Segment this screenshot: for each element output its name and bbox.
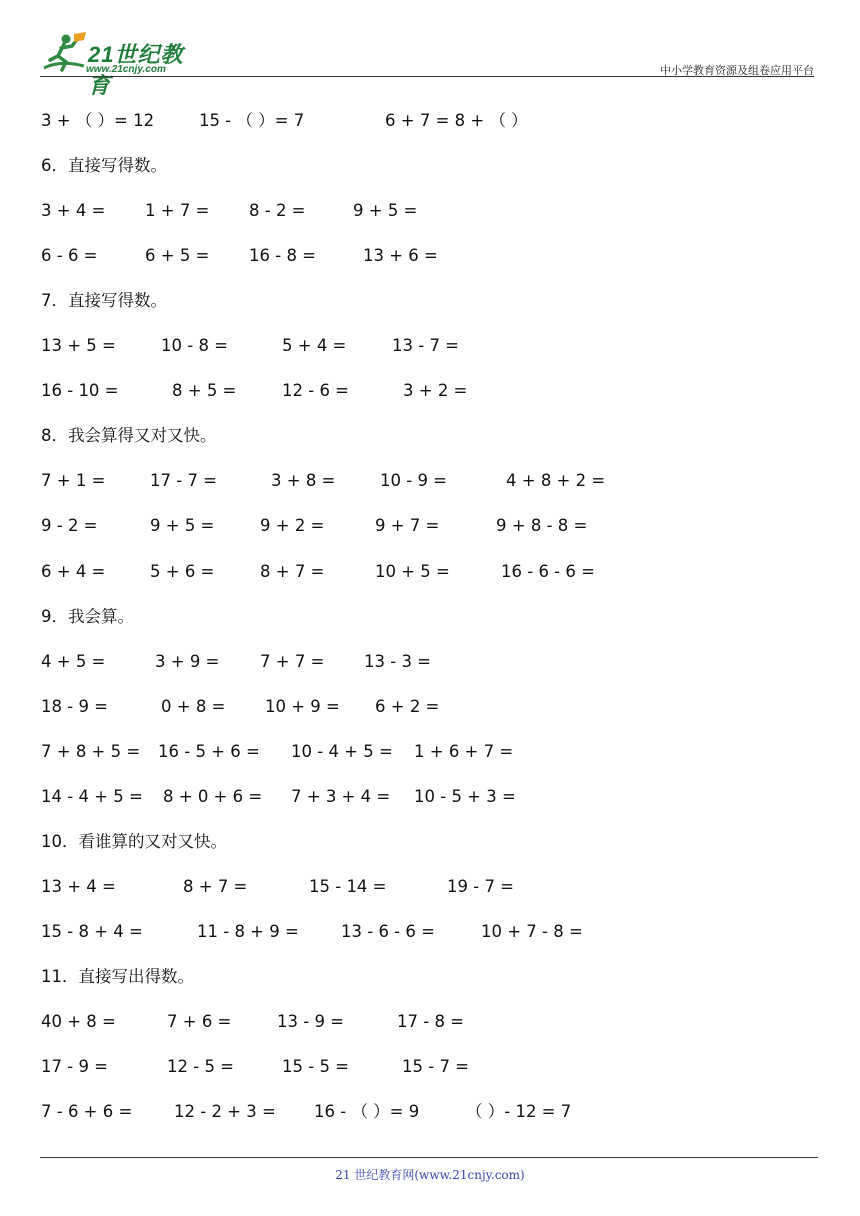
equation: 9 + 7 =: [375, 516, 440, 535]
equation: 19 - 7 =: [447, 877, 515, 896]
equation: 9 + 5 =: [353, 201, 418, 220]
equation: 8 + 5 =: [172, 381, 237, 400]
equation: 7 - 6 + 6 =: [41, 1102, 133, 1121]
equation: 10 - 4 + 5 =: [291, 742, 393, 761]
equation: 16 - 8 =: [249, 246, 317, 265]
equation: 7 + 1 =: [41, 471, 106, 490]
equation: 5 + 6 =: [150, 562, 215, 581]
equation: 15 - （ ）= 7: [199, 111, 305, 130]
equation: 13 - 3 =: [364, 652, 432, 671]
equation: 4 + 8 + 2 =: [506, 471, 606, 490]
equation: 7 + 6 =: [167, 1012, 232, 1031]
equation: 7 + 3 + 4 =: [291, 787, 391, 806]
equation: 10 + 5 =: [375, 562, 450, 581]
equation: 16 - （ ）= 9: [314, 1102, 420, 1121]
equation: 9 + 5 =: [150, 516, 215, 535]
equation: 16 - 5 + 6 =: [158, 742, 260, 761]
equation: 8 - 2 =: [249, 201, 306, 220]
section-heading-text: 6．直接写得数。: [41, 156, 167, 175]
equation: 3 + 9 =: [155, 652, 220, 671]
equation: 3 + 2 =: [403, 381, 468, 400]
equation: 3 + （ ）= 12: [41, 111, 155, 130]
equation: 13 - 9 =: [277, 1012, 345, 1031]
equation: 13 + 6 =: [363, 246, 438, 265]
equation: 17 - 9 =: [41, 1057, 109, 1076]
equation: 13 - 6 - 6 =: [341, 922, 435, 941]
equation: 6 + 4 =: [41, 562, 106, 581]
equation: 12 - 2 + 3 =: [174, 1102, 276, 1121]
equation: 9 + 8 - 8 =: [496, 516, 588, 535]
equation: 9 + 2 =: [260, 516, 325, 535]
equation: 10 - 8 =: [161, 336, 229, 355]
footer-text: 21 世纪教育网(www.21cnjy.com): [335, 1168, 525, 1182]
equation: 6 + 5 =: [145, 246, 210, 265]
logo: [40, 30, 200, 98]
equation: 12 - 6 =: [282, 381, 350, 400]
equation: 6 + 2 =: [375, 697, 440, 716]
equation: 17 - 7 =: [150, 471, 218, 490]
header-divider: [40, 76, 814, 77]
equation: 13 + 4 =: [41, 877, 116, 896]
equation: 13 - 7 =: [392, 336, 460, 355]
equation: 16 - 6 - 6 =: [501, 562, 595, 581]
equation: 3 + 4 =: [41, 201, 106, 220]
equation: 15 - 5 =: [282, 1057, 350, 1076]
equation: 6 + 7 = 8 + （ ）: [385, 111, 528, 130]
equation: 15 - 14 =: [309, 877, 387, 896]
equation: 17 - 8 =: [397, 1012, 465, 1031]
equation: 4 + 5 =: [41, 652, 106, 671]
equation: 1 + 7 =: [145, 201, 210, 220]
equation: 1 + 6 + 7 =: [414, 742, 514, 761]
equation: 10 + 9 =: [265, 697, 340, 716]
section-heading-text: 9．我会算。: [41, 607, 134, 626]
equation: 15 - 8 + 4 =: [41, 922, 143, 941]
section-heading-text: 8．我会算得又对又快。: [41, 426, 217, 445]
equation: 7 + 8 + 5 =: [41, 742, 141, 761]
equation: 6 - 6 =: [41, 246, 98, 265]
equation: 15 - 7 =: [402, 1057, 470, 1076]
equation: （ ）- 12 = 7: [466, 1102, 572, 1121]
page-header: [40, 30, 814, 98]
section-heading-text: 7．直接写得数。: [41, 291, 167, 310]
equation: 18 - 9 =: [41, 697, 109, 716]
section-heading-text: 10．看谁算的又对又快。: [41, 832, 227, 851]
equation: 8 + 0 + 6 =: [163, 787, 263, 806]
equation: 7 + 7 =: [260, 652, 325, 671]
equation: 12 - 5 =: [167, 1057, 235, 1076]
equation: 0 + 8 =: [161, 697, 226, 716]
equation: 10 + 7 - 8 =: [481, 922, 583, 941]
equation: 14 - 4 + 5 =: [41, 787, 143, 806]
logo-text: 21世纪教育: [88, 42, 184, 98]
equation: 9 - 2 =: [41, 516, 98, 535]
logo-url: www.21cnjy.com: [86, 64, 166, 75]
equation: 8 + 7 =: [183, 877, 248, 896]
equation: 13 + 5 =: [41, 336, 116, 355]
equation: 10 - 9 =: [380, 471, 448, 490]
equation: 8 + 7 =: [260, 562, 325, 581]
equation: 40 + 8 =: [41, 1012, 116, 1031]
equation: 3 + 8 =: [271, 471, 336, 490]
equation: 16 - 10 =: [41, 381, 119, 400]
equation: 11 - 8 + 9 =: [197, 922, 299, 941]
footer-divider: [40, 1157, 818, 1158]
runner-logo-icon: [40, 30, 88, 76]
platform-tagline: 中小学教育资源及组卷应用平台: [660, 64, 814, 77]
equation: 10 - 5 + 3 =: [414, 787, 516, 806]
section-heading-text: 11．直接写出得数。: [41, 967, 194, 986]
equation: 5 + 4 =: [282, 336, 347, 355]
